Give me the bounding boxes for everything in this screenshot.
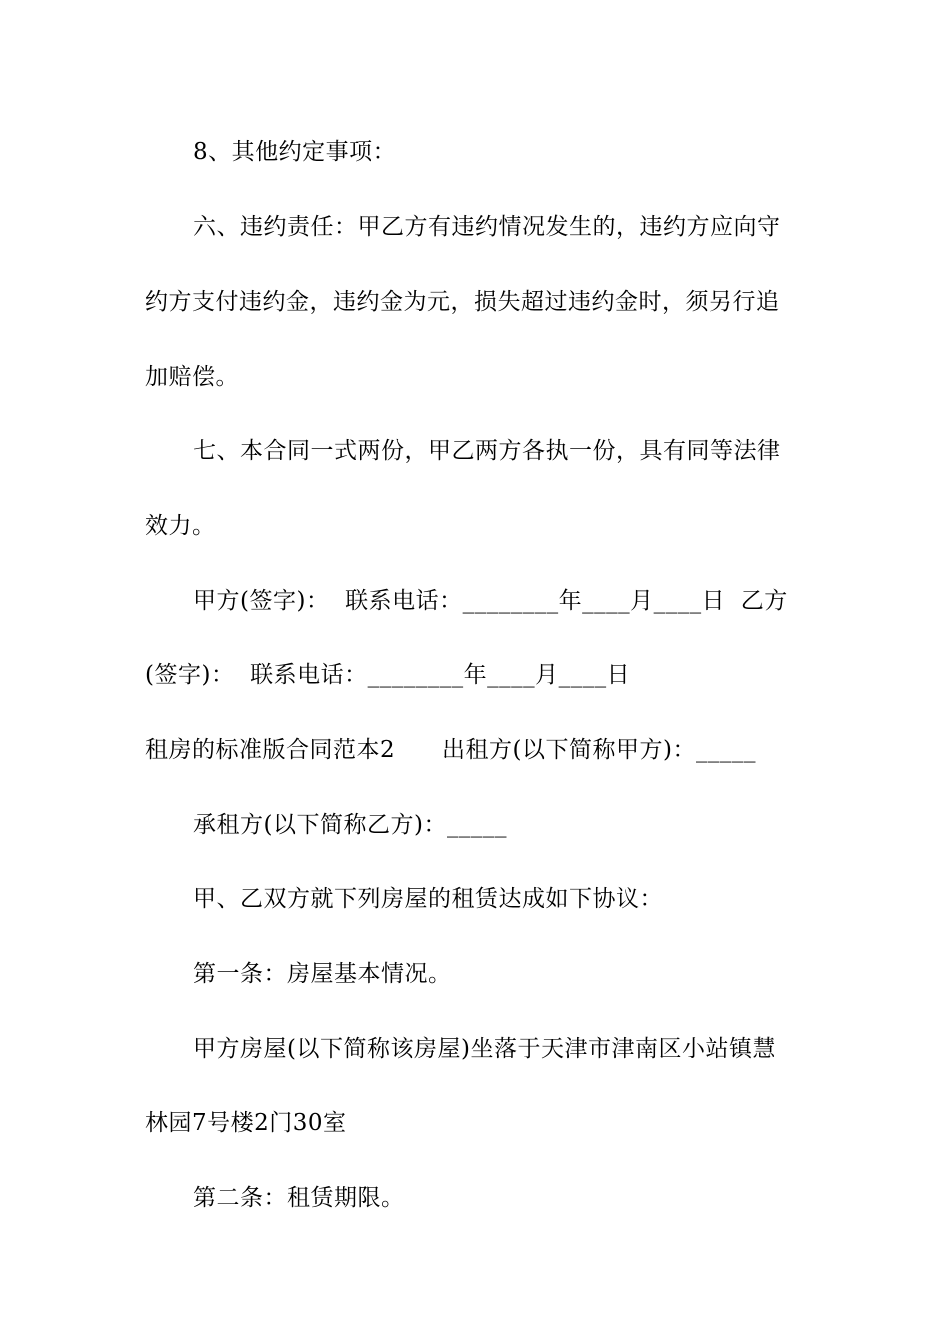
property-location-line-1: 甲方房屋(以下简称该房屋)坐落于天津市津南区小站镇慧	[193, 1036, 776, 1062]
signature-line-1: 甲方(签字)： 联系电话：________年____月____日 乙方	[193, 588, 788, 614]
contract-2-title-lessor: 租房的标准版合同范本2 出租方(以下简称甲方)：_____	[145, 737, 756, 763]
article-1-heading: 第一条：房屋基本情况。	[193, 961, 452, 987]
clause-6-breach-line-1: 六、违约责任：甲乙方有违约情况发生的，违约方应向守	[193, 214, 781, 240]
clause-7-copies-line-2: 效力。	[145, 513, 216, 539]
article-2-heading: 第二条：租赁期限。	[193, 1185, 405, 1211]
property-location-line-2: 林园7号楼2门30室	[145, 1110, 347, 1136]
clause-6-breach-line-2: 约方支付违约金，违约金为元，损失超过违约金时，须另行追	[145, 289, 780, 315]
clause-6-breach-line-3: 加赔偿。	[145, 364, 239, 390]
agreement-intro: 甲、乙双方就下列房屋的租赁达成如下协议：	[193, 886, 663, 912]
signature-line-2: (签字)： 联系电话：________年____月____日	[145, 662, 631, 688]
clause-7-copies-line-1: 七、本合同一式两份，甲乙两方各执一份，具有同等法律	[193, 438, 781, 464]
clause-8-other-matters: 8、其他约定事项：	[193, 139, 397, 165]
lessee-line: 承租方(以下简称乙方)：_____	[193, 812, 507, 838]
